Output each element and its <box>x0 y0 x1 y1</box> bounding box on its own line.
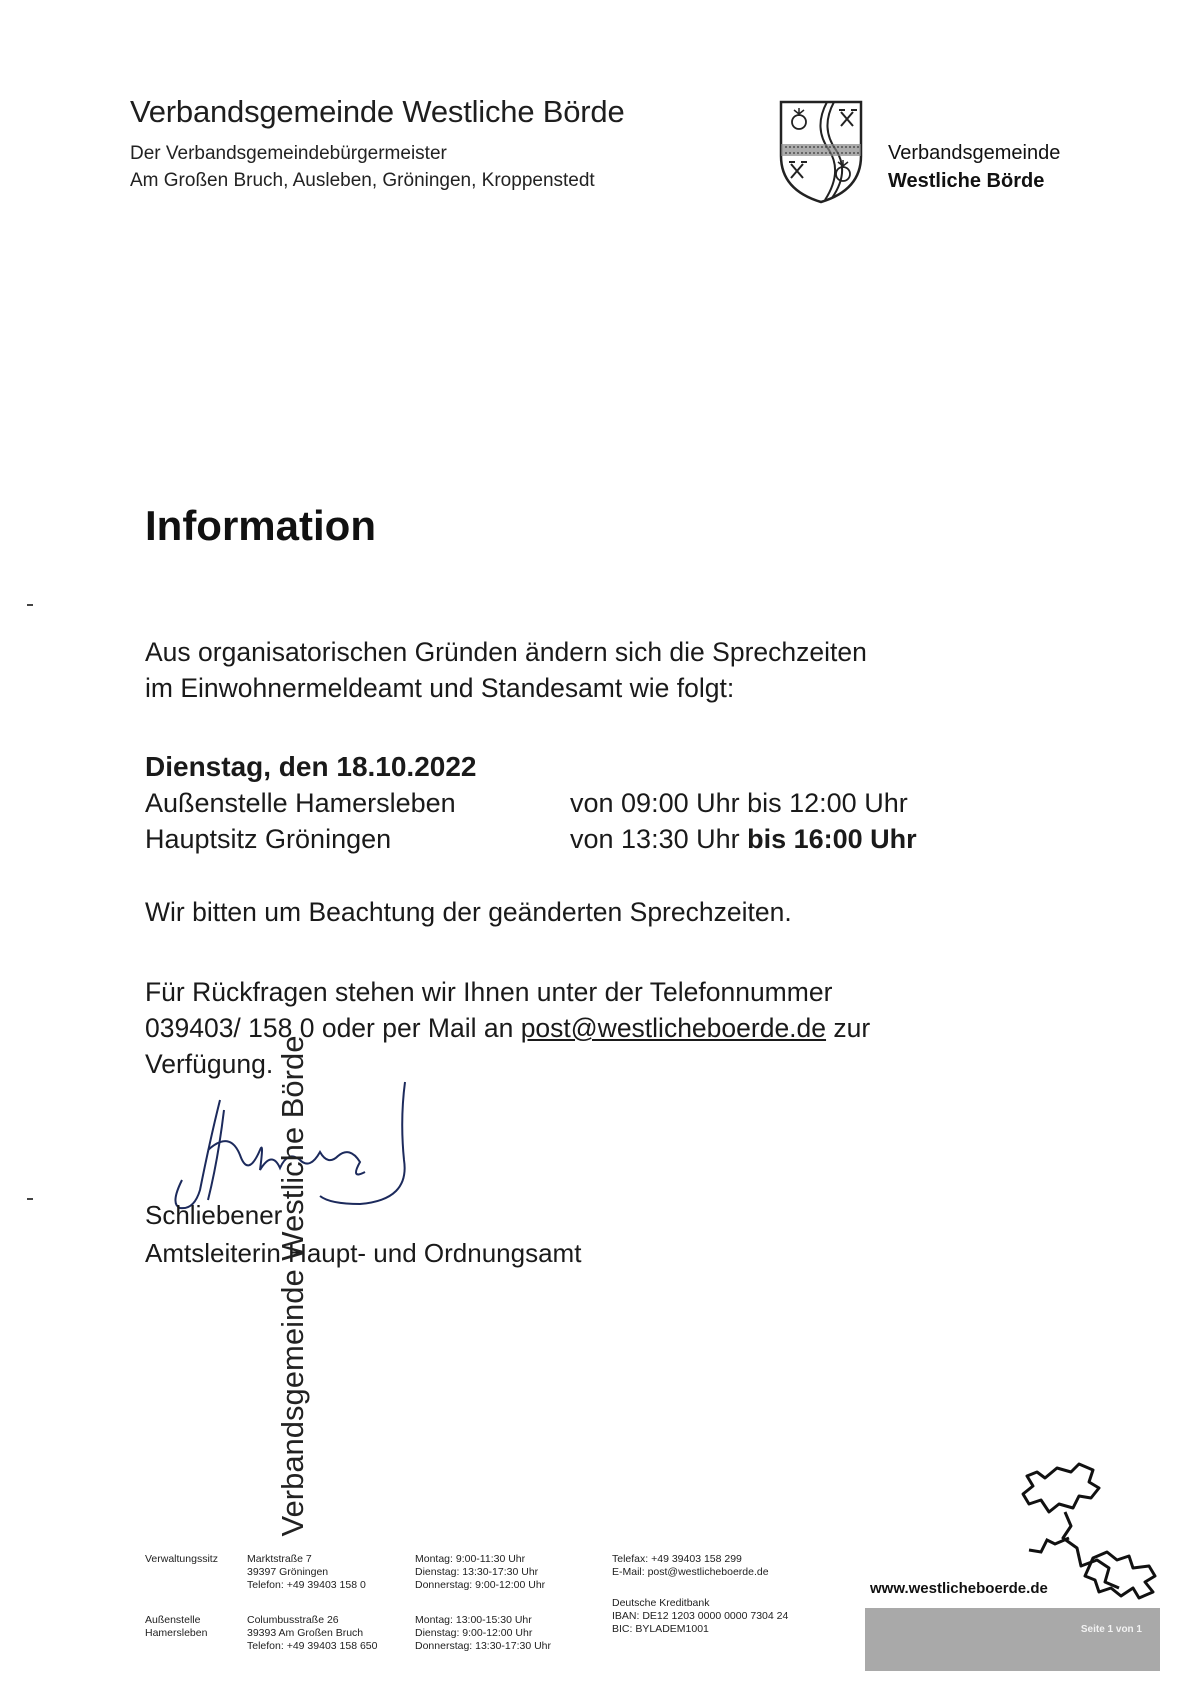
branch-street: Columbusstraße 26 <box>247 1614 339 1626</box>
contact-line2 <box>145 1010 870 1046</box>
bank-name: Deutsche Kreditbank <box>612 1597 710 1609</box>
intro-line1: Aus organisatorischen Gründen ändern sich die Sprechzeiten <box>145 637 867 667</box>
hours-line: Dienstag: 9:00-12:00 Uhr <box>415 1627 533 1639</box>
bank-info <box>612 1597 788 1636</box>
seat-label: Verwaltungssitz <box>145 1553 218 1565</box>
seat-phone: Telefon: +49 39403 158 0 <box>247 1579 366 1591</box>
schedule-time-bold: bis 16:00 Uhr <box>747 824 917 854</box>
seat-hours <box>415 1553 545 1592</box>
fold-mark <box>27 604 33 606</box>
schedule-time <box>570 824 917 855</box>
document-heading: Information <box>145 502 376 549</box>
bank-iban: IBAN: DE12 1203 0000 0000 7304 24 <box>612 1610 789 1622</box>
hours-line: Donnerstag: 9:00-12:00 Uhr <box>415 1579 546 1591</box>
signer-role: Amtsleiterin Haupt- und Ordnungsamt <box>145 1238 582 1268</box>
signer-name: Schliebener <box>145 1200 283 1230</box>
branch-label-line: Hamersleben <box>145 1627 208 1639</box>
contact-phone-text: 039403/ 158 0 oder per Mail an <box>145 1013 521 1043</box>
logo-text-line1: Verbandsgemeinde <box>888 142 1061 164</box>
fold-mark <box>27 1198 33 1200</box>
bank-bic: BIC: BYLADEM1001 <box>612 1623 709 1635</box>
schedule-time-text: von 13:30 Uhr <box>570 824 748 854</box>
seat-street: Marktstraße 7 <box>247 1553 312 1565</box>
schedule-time-text: von 09:00 Uhr bis 12:00 Uhr <box>570 788 908 818</box>
contact-line3: Verfügung. <box>145 1049 274 1079</box>
email-line: E-Mail: post@westlicheboerde.de <box>612 1566 769 1578</box>
contact-line2-end: zur <box>826 1013 871 1043</box>
page-number: Seite 1 von 1 <box>1080 1624 1142 1635</box>
hours-line: Donnerstag: 13:30-17:30 Uhr <box>415 1640 552 1652</box>
branch-city: 39393 Am Großen Bruch <box>247 1627 364 1639</box>
municipalities-line: Am Großen Bruch, Ausleben, Gröningen, Kroppenstedt <box>130 170 595 191</box>
seat-address <box>247 1553 366 1592</box>
schedule-time <box>570 788 908 819</box>
branch-label-line: Außenstelle <box>145 1614 201 1626</box>
logo-text-line2: Westliche Börde <box>888 170 1045 192</box>
schedule-date: Dienstag, den 18.10.2022 <box>145 751 477 782</box>
fax-line: Telefax: +49 39403 158 299 <box>612 1553 742 1565</box>
email-link[interactable]: post@westlicheboerde.de <box>520 1013 827 1043</box>
footer-contact <box>612 1553 769 1579</box>
mayor-line: Der Verbandsgemeindebürgermeister <box>130 143 447 164</box>
notice-text: Wir bitten um Beachtung der geänderten Sprechzeiten. <box>145 897 792 927</box>
branch-label <box>145 1614 207 1640</box>
website-url[interactable]: www.westlicheboerde.de <box>870 1580 1048 1597</box>
branch-phone: Telefon: +49 39403 158 650 <box>247 1640 378 1652</box>
page-footer-bar <box>865 1608 1160 1671</box>
hours-line: Montag: 13:00-15:30 Uhr <box>415 1614 532 1626</box>
side-organization-name: Verbandsgemeinde Westliche Börde <box>275 1035 310 1537</box>
branch-address <box>247 1614 378 1653</box>
hours-line: Montag: 9:00-11:30 Uhr <box>415 1553 526 1565</box>
schedule-place: Hauptsitz Gröningen <box>145 824 392 854</box>
contact-line1: Für Rückfragen stehen wir Ihnen unter der Telefonnummer <box>145 977 833 1007</box>
coat-of-arms-icon <box>777 98 865 204</box>
branch-hours <box>415 1614 551 1653</box>
schedule-place: Außenstelle Hamersleben <box>145 788 456 818</box>
hours-line: Dienstag: 13:30-17:30 Uhr <box>415 1566 539 1578</box>
organization-title: Verbandsgemeinde Westliche Börde <box>130 94 625 129</box>
seat-city: 39397 Gröningen <box>247 1566 329 1578</box>
intro-line2: im Einwohnermeldeamt und Standesamt wie folgt: <box>145 673 735 703</box>
